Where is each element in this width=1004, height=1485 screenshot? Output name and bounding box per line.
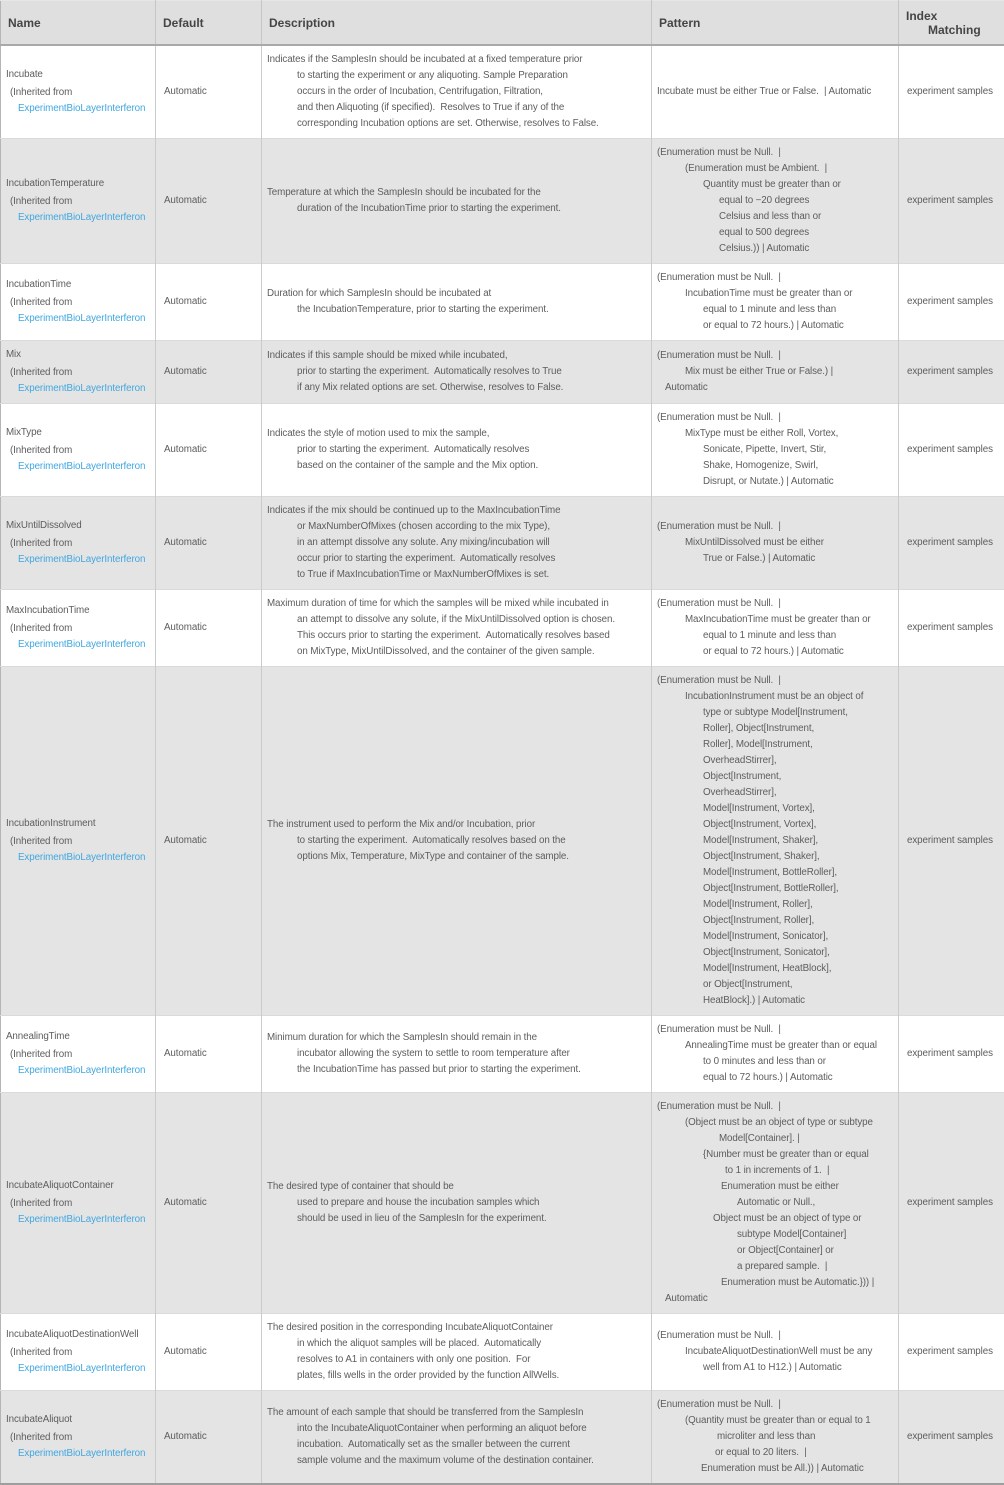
description-cell — [262, 404, 652, 497]
column-header-label: Default — [163, 16, 204, 30]
option-name: Incubate — [1, 67, 155, 83]
pattern-line: (Enumeration must be Null. | — [652, 519, 898, 535]
pattern-line: equal to 500 degrees — [652, 225, 898, 241]
description-line: The instrument used to perform the Mix and/or Incubation, prior — [262, 817, 651, 833]
description-line: occurs in the order of Incubation, Centrifugation, Filtration, — [262, 84, 651, 100]
option-name-cell — [1, 667, 156, 1016]
index-matching-cell — [899, 1093, 1004, 1314]
default-value: Automatic — [156, 1429, 261, 1445]
pattern-line: Object[Instrument, Sonicator], — [652, 945, 898, 961]
index-matching-cell — [899, 497, 1004, 590]
pattern-line: Roller], Object[Instrument, — [652, 721, 898, 737]
index-matching-value: experiment samples — [899, 193, 1004, 209]
table-row — [1, 139, 1004, 264]
default-value: Automatic — [156, 294, 261, 310]
default-cell — [156, 590, 262, 667]
pattern-line: Model[Instrument, Vortex], — [652, 801, 898, 817]
pattern-line: Model[Instrument, BottleRoller], — [652, 865, 898, 881]
description-line: Duration for which SamplesIn should be incubated at — [262, 286, 651, 302]
option-name: IncubationTemperature — [1, 176, 155, 192]
option-name-cell — [1, 404, 156, 497]
option-name: IncubationTime — [1, 277, 155, 293]
option-name-cell — [1, 1391, 156, 1485]
description-line: Indicates if the SamplesIn should be incubated at a fixed temperature prior — [262, 52, 651, 68]
inherited-from-label: (Inherited from — [1, 194, 155, 210]
header-row — [1, 1, 1004, 46]
default-value: Automatic — [156, 84, 261, 100]
description-line: incubator allowing the system to settle to room temperature after — [262, 1046, 651, 1062]
pattern-line: Disrupt, or Nutate.) | Automatic — [652, 474, 898, 490]
column-header-index-matching — [899, 1, 1004, 46]
pattern-cell — [652, 497, 899, 590]
pattern-line: (Object must be an object of type or subtype — [652, 1115, 898, 1131]
pattern-line: Model[Instrument, Sonicator], — [652, 929, 898, 945]
description-line: The amount of each sample that should be transferred from the SamplesIn — [262, 1405, 651, 1421]
pattern-line: Model[Instrument, HeatBlock], — [652, 961, 898, 977]
option-name: IncubationInstrument — [1, 816, 155, 832]
pattern-line: (Enumeration must be Null. | — [652, 1328, 898, 1344]
description-line: The desired position in the corresponding IncubateAliquotContainer — [262, 1320, 651, 1336]
description-line: prior to starting the experiment. Automatically resolves to True — [262, 364, 651, 380]
column-header-default — [156, 1, 262, 46]
pattern-cell — [652, 590, 899, 667]
pattern-line: or equal to 20 liters. | — [652, 1445, 898, 1461]
default-cell — [156, 1093, 262, 1314]
pattern-line: (Enumeration must be Null. | — [652, 410, 898, 426]
column-header-label: Matching — [906, 23, 1002, 37]
column-header-name — [1, 1, 156, 46]
pattern-line: Model[Container]. | — [652, 1131, 898, 1147]
description-line: Indicates if this sample should be mixed while incubated, — [262, 348, 651, 364]
description-line: in which the aliquot samples will be placed. Automatically — [262, 1336, 651, 1352]
option-name: IncubateAliquot — [1, 1412, 155, 1428]
pattern-line: to 1 in increments of 1. | — [652, 1163, 898, 1179]
inherited-experiment-link[interactable]: ExperimentBioLayerInterferon — [1, 459, 155, 475]
pattern-line: IncubationInstrument must be an object of — [652, 689, 898, 705]
description-line: incubation. Automatically set as the smaller between the current — [262, 1437, 651, 1453]
table-row — [1, 264, 1004, 341]
description-line: Temperature at which the SamplesIn should be incubated for the — [262, 185, 651, 201]
option-name-cell — [1, 1314, 156, 1391]
table-row — [1, 1093, 1004, 1314]
option-name: AnnealingTime — [1, 1029, 155, 1045]
pattern-line: Model[Instrument, Shaker], — [652, 833, 898, 849]
description-cell — [262, 1391, 652, 1485]
inherited-experiment-link[interactable]: ExperimentBioLayerInterferon — [1, 637, 155, 653]
default-cell — [156, 404, 262, 497]
pattern-line: or equal to 72 hours.) | Automatic — [652, 318, 898, 334]
pattern-line: (Enumeration must be Null. | — [652, 270, 898, 286]
default-cell — [156, 497, 262, 590]
description-cell — [262, 667, 652, 1016]
description-cell — [262, 1016, 652, 1093]
pattern-cell — [652, 1391, 899, 1485]
pattern-line: or Object[Container] or — [652, 1243, 898, 1259]
default-cell — [156, 139, 262, 264]
option-name: Mix — [1, 347, 155, 363]
pattern-line: equal to 1 minute and less than — [652, 302, 898, 318]
option-name-cell — [1, 45, 156, 139]
pattern-line: Automatic — [652, 380, 898, 396]
pattern-line: (Enumeration must be Null. | — [652, 1397, 898, 1413]
description-cell — [262, 1093, 652, 1314]
default-value: Automatic — [156, 833, 261, 849]
column-header-pattern — [652, 1, 899, 46]
description-line: should be used in lieu of the SamplesIn for the experiment. — [262, 1211, 651, 1227]
pattern-line: well from A1 to H12.) | Automatic — [652, 1360, 898, 1376]
description-line: sample volume and the maximum volume of the destination container. — [262, 1453, 651, 1469]
pattern-line: Mix must be either True or False.) | — [652, 364, 898, 380]
inherited-from-label: (Inherited from — [1, 365, 155, 381]
option-name-cell — [1, 497, 156, 590]
description-line: The desired type of container that should be — [262, 1179, 651, 1195]
default-value: Automatic — [156, 1046, 261, 1062]
description-line: Minimum duration for which the SamplesIn should remain in the — [262, 1030, 651, 1046]
pattern-line: True or False.) | Automatic — [652, 551, 898, 567]
column-header-label: Description — [269, 16, 335, 30]
inherited-from-label: (Inherited from — [1, 1430, 155, 1446]
pattern-line: Automatic — [652, 1291, 898, 1307]
description-cell — [262, 264, 652, 341]
index-matching-value: experiment samples — [899, 1195, 1004, 1211]
pattern-line: Enumeration must be All.)) | Automatic — [652, 1461, 898, 1477]
pattern-line: Shake, Homogenize, Swirl, — [652, 458, 898, 474]
default-cell — [156, 667, 262, 1016]
default-value: Automatic — [156, 442, 261, 458]
default-value: Automatic — [156, 364, 261, 380]
option-name: MaxIncubationTime — [1, 603, 155, 619]
table-row — [1, 497, 1004, 590]
description-cell — [262, 341, 652, 404]
pattern-line: (Enumeration must be Null. | — [652, 596, 898, 612]
index-matching-value: experiment samples — [899, 535, 1004, 551]
pattern-line: Automatic or Null., — [652, 1195, 898, 1211]
default-cell — [156, 45, 262, 139]
description-line: Maximum duration of time for which the samples will be mixed while incubated in — [262, 596, 651, 612]
table-row — [1, 404, 1004, 497]
index-matching-cell — [899, 139, 1004, 264]
description-line: used to prepare and house the incubation samples which — [262, 1195, 651, 1211]
inherited-from-label: (Inherited from — [1, 85, 155, 101]
index-matching-value: experiment samples — [899, 1046, 1004, 1062]
inherited-from-label: (Inherited from — [1, 834, 155, 850]
inherited-from-label: (Inherited from — [1, 443, 155, 459]
pattern-cell — [652, 139, 899, 264]
pattern-line: (Enumeration must be Null. | — [652, 145, 898, 161]
inherited-experiment-link[interactable]: ExperimentBioLayerInterferon — [1, 101, 155, 117]
table-row — [1, 667, 1004, 1016]
default-cell — [156, 341, 262, 404]
inherited-from-label: (Inherited from — [1, 621, 155, 637]
inherited-from-label: (Inherited from — [1, 536, 155, 552]
index-matching-value: experiment samples — [899, 442, 1004, 458]
pattern-line: (Enumeration must be Null. | — [652, 1022, 898, 1038]
index-matching-value: experiment samples — [899, 1429, 1004, 1445]
option-name: MixType — [1, 425, 155, 441]
pattern-line: (Enumeration must be Null. | — [652, 348, 898, 364]
default-value: Automatic — [156, 1344, 261, 1360]
description-line: into the IncubateAliquotContainer when performing an aliquot before — [262, 1421, 651, 1437]
default-value: Automatic — [156, 535, 261, 551]
pattern-cell — [652, 667, 899, 1016]
pattern-line: Object must be an object of type or — [652, 1211, 898, 1227]
option-name-cell — [1, 139, 156, 264]
description-cell — [262, 497, 652, 590]
table-row — [1, 1314, 1004, 1391]
index-matching-cell — [899, 590, 1004, 667]
pattern-line: Object[Instrument, — [652, 769, 898, 785]
description-line: resolves to A1 in containers with only one position. For — [262, 1352, 651, 1368]
description-line: Indicates if the mix should be continued up to the MaxIncubationTime — [262, 503, 651, 519]
pattern-line: or equal to 72 hours.) | Automatic — [652, 644, 898, 660]
pattern-line: IncubationTime must be greater than or — [652, 286, 898, 302]
inherited-experiment-link[interactable]: ExperimentBioLayerInterferon — [1, 381, 155, 397]
option-name-cell — [1, 264, 156, 341]
default-cell — [156, 1391, 262, 1485]
index-matching-value: experiment samples — [899, 620, 1004, 636]
pattern-line: AnnealingTime must be greater than or equal — [652, 1038, 898, 1054]
inherited-experiment-link[interactable]: ExperimentBioLayerInterferon — [1, 1063, 155, 1079]
description-line: or MaxNumberOfMixes (chosen according to the mix Type), — [262, 519, 651, 535]
description-line: on MixType, MixUntilDissolved, and the container of the given sample. — [262, 644, 651, 660]
pattern-line: or Object[Instrument, — [652, 977, 898, 993]
column-header-label: Pattern — [659, 16, 700, 30]
pattern-line: OverheadStirrer], — [652, 785, 898, 801]
description-line: options Mix, Temperature, MixType and container of the sample. — [262, 849, 651, 865]
description-cell — [262, 1314, 652, 1391]
pattern-line: equal to 72 hours.) | Automatic — [652, 1070, 898, 1086]
inherited-experiment-link[interactable]: ExperimentBioLayerInterferon — [1, 1361, 155, 1377]
description-line: occur prior to starting the experiment. Automatically resolves — [262, 551, 651, 567]
pattern-cell — [652, 1314, 899, 1391]
description-line: in an attempt dissolve any solute. Any mixing/incubation will — [262, 535, 651, 551]
pattern-line: Quantity must be greater than or — [652, 177, 898, 193]
default-cell — [156, 264, 262, 341]
column-header-label: Name — [8, 16, 41, 30]
description-line: if any Mix related options are set. Otherwise, resolves to False. — [262, 380, 651, 396]
pattern-cell — [652, 404, 899, 497]
option-name-cell — [1, 341, 156, 404]
pattern-line: HeatBlock].) | Automatic — [652, 993, 898, 1009]
pattern-line: Object[Instrument, Shaker], — [652, 849, 898, 865]
pattern-line: Celsius.)) | Automatic — [652, 241, 898, 257]
inherited-experiment-link[interactable]: ExperimentBioLayerInterferon — [1, 210, 155, 226]
default-value: Automatic — [156, 620, 261, 636]
index-matching-value: experiment samples — [899, 294, 1004, 310]
inherited-from-label: (Inherited from — [1, 1196, 155, 1212]
inherited-experiment-link[interactable]: ExperimentBioLayerInterferon — [1, 1212, 155, 1228]
index-matching-value: experiment samples — [899, 364, 1004, 380]
description-line: Indicates the style of motion used to mix the sample, — [262, 426, 651, 442]
index-matching-cell — [899, 1016, 1004, 1093]
description-line: prior to starting the experiment. Automatically resolves — [262, 442, 651, 458]
pattern-line: Model[Instrument, Roller], — [652, 897, 898, 913]
pattern-line: to 0 minutes and less than or — [652, 1054, 898, 1070]
description-line: the IncubationTemperature, prior to starting the experiment. — [262, 302, 651, 318]
inherited-experiment-link[interactable]: ExperimentBioLayerInterferon — [1, 850, 155, 866]
inherited-from-label: (Inherited from — [1, 1345, 155, 1361]
option-name: MixUntilDissolved — [1, 518, 155, 534]
pattern-cell — [652, 1016, 899, 1093]
pattern-line: MixUntilDissolved must be either — [652, 535, 898, 551]
description-line: an attempt to dissolve any solute, if the MixUntilDissolved option is chosen. — [262, 612, 651, 628]
pattern-line: (Enumeration must be Null. | — [652, 1099, 898, 1115]
option-name: IncubateAliquotDestinationWell — [1, 1327, 155, 1343]
option-name: IncubateAliquotContainer — [1, 1178, 155, 1194]
table-header — [1, 1, 1004, 46]
pattern-line: (Enumeration must be Null. | — [652, 673, 898, 689]
pattern-line: microliter and less than — [652, 1429, 898, 1445]
description-line: to starting the experiment. Automatically resolves based on the — [262, 833, 651, 849]
inherited-from-label: (Inherited from — [1, 295, 155, 311]
inherited-experiment-link[interactable]: ExperimentBioLayerInterferon — [1, 311, 155, 327]
inherited-experiment-link[interactable]: ExperimentBioLayerInterferon — [1, 552, 155, 568]
pattern-line: MixType must be either Roll, Vortex, — [652, 426, 898, 442]
pattern-cell — [652, 341, 899, 404]
pattern-cell — [652, 264, 899, 341]
table-row — [1, 1391, 1004, 1485]
index-matching-cell — [899, 264, 1004, 341]
pattern-line: Sonicate, Pipette, Invert, Stir, — [652, 442, 898, 458]
column-header-label: Index — [906, 9, 1002, 23]
index-matching-cell — [899, 45, 1004, 139]
description-cell — [262, 590, 652, 667]
default-cell — [156, 1016, 262, 1093]
description-line: and then Aliquoting (if specified). Resolves to True if any of the — [262, 100, 651, 116]
option-name-cell — [1, 590, 156, 667]
description-line: to starting the experiment or any aliquoting. Sample Preparation — [262, 68, 651, 84]
pattern-line: Object[Instrument, Vortex], — [652, 817, 898, 833]
pattern-cell — [652, 1093, 899, 1314]
inherited-from-label: (Inherited from — [1, 1047, 155, 1063]
default-value: Automatic — [156, 1195, 261, 1211]
pattern-line: Object[Instrument, BottleRoller], — [652, 881, 898, 897]
pattern-line: Enumeration must be either — [652, 1179, 898, 1195]
table-row — [1, 590, 1004, 667]
pattern-line: Enumeration must be Automatic.})) | — [652, 1275, 898, 1291]
index-matching-cell — [899, 1391, 1004, 1485]
table-row — [1, 341, 1004, 404]
default-value: Automatic — [156, 193, 261, 209]
pattern-line: (Enumeration must be Ambient. | — [652, 161, 898, 177]
description-line: the IncubationTime has passed but prior to starting the experiment. — [262, 1062, 651, 1078]
inherited-experiment-link[interactable]: ExperimentBioLayerInterferon — [1, 1446, 155, 1462]
description-line: This occurs prior to starting the experiment. Automatically resolves based — [262, 628, 651, 644]
pattern-line: OverheadStirrer], — [652, 753, 898, 769]
pattern-line: Object[Instrument, Roller], — [652, 913, 898, 929]
table-row — [1, 1016, 1004, 1093]
pattern-line: MaxIncubationTime must be greater than or — [652, 612, 898, 628]
pattern-line: {Number must be greater than or equal — [652, 1147, 898, 1163]
pattern-line: Celsius and less than or — [652, 209, 898, 225]
table-row — [1, 45, 1004, 139]
pattern-line: type or subtype Model[Instrument, — [652, 705, 898, 721]
option-name-cell — [1, 1016, 156, 1093]
index-matching-cell — [899, 667, 1004, 1016]
description-line: corresponding Incubation options are set. Otherwise, resolves to False. — [262, 116, 651, 132]
pattern-line: (Quantity must be greater than or equal to 1 — [652, 1413, 898, 1429]
pattern-cell — [652, 45, 899, 139]
pattern-line: Incubate must be either True or False. | Automatic — [652, 84, 898, 100]
description-line: to True if MaxIncubationTime or MaxNumberOfMixes is set. — [262, 567, 651, 583]
index-matching-value: experiment samples — [899, 1344, 1004, 1360]
pattern-line: a prepared sample. | — [652, 1259, 898, 1275]
option-name-cell — [1, 1093, 156, 1314]
default-cell — [156, 1314, 262, 1391]
description-line: duration of the IncubationTime prior to starting the experiment. — [262, 201, 651, 217]
description-cell — [262, 45, 652, 139]
pattern-line: subtype Model[Container] — [652, 1227, 898, 1243]
pattern-line: IncubateAliquotDestinationWell must be any — [652, 1344, 898, 1360]
index-matching-cell — [899, 341, 1004, 404]
index-matching-value: experiment samples — [899, 833, 1004, 849]
index-matching-cell — [899, 404, 1004, 497]
description-line: based on the container of the sample and the Mix option. — [262, 458, 651, 474]
pattern-line: Roller], Model[Instrument, — [652, 737, 898, 753]
column-header-description — [262, 1, 652, 46]
description-line: plates, fills wells in the order provided by the function AllWells. — [262, 1368, 651, 1384]
pattern-line: equal to 1 minute and less than — [652, 628, 898, 644]
index-matching-value: experiment samples — [899, 84, 1004, 100]
table-body — [1, 45, 1004, 1484]
index-matching-cell — [899, 1314, 1004, 1391]
description-cell — [262, 139, 652, 264]
pattern-line: equal to −20 degrees — [652, 193, 898, 209]
